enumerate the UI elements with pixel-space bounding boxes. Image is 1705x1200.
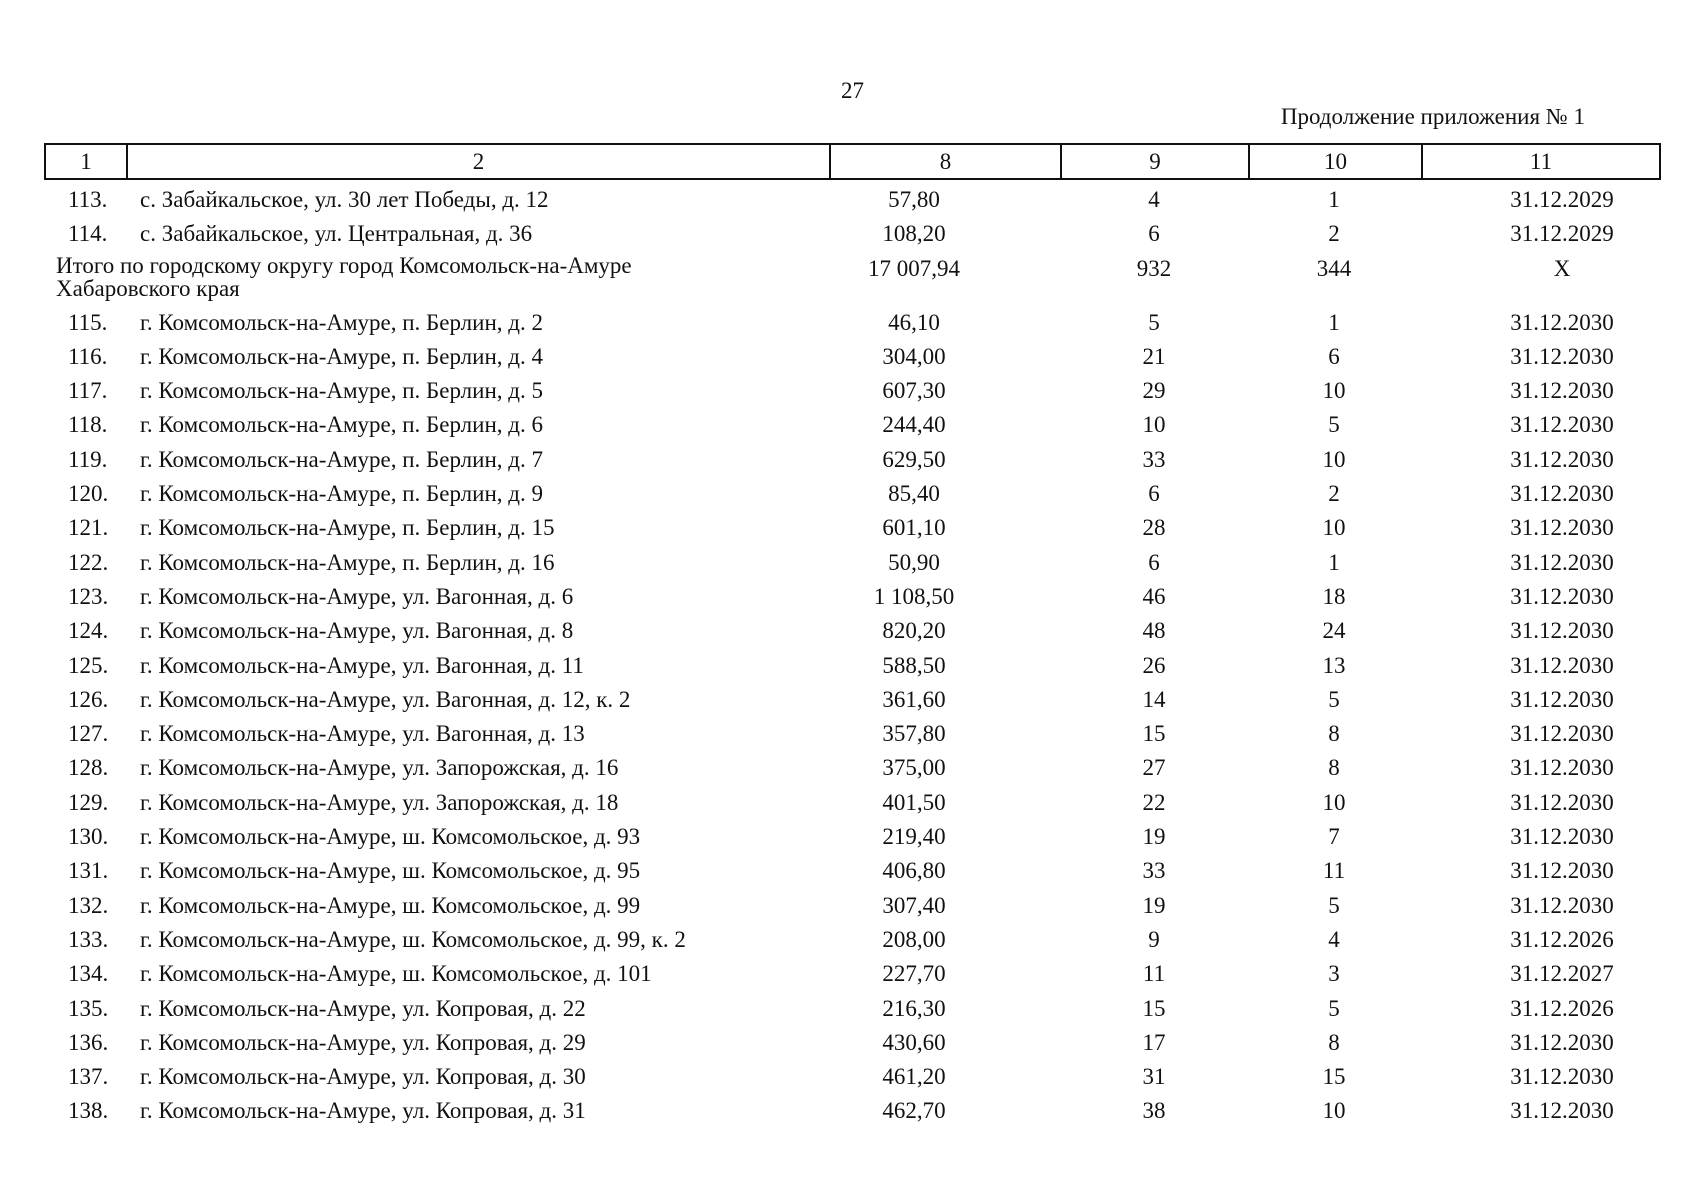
table-row xyxy=(44,683,1659,717)
table-row xyxy=(44,408,1659,442)
row-col-11: 31.12.2030 xyxy=(1510,618,1614,644)
row-col-8: 50,90 xyxy=(888,549,940,575)
row-col-11: 31.12.2030 xyxy=(1510,1064,1614,1090)
table-row xyxy=(44,183,1659,217)
row-col-11: 31.12.2030 xyxy=(1510,1029,1614,1055)
row-number: 137. xyxy=(68,1064,109,1090)
row-address: г. Комсомольск-на-Амуре, п. Берлин, д. 6 xyxy=(140,412,543,438)
row-number: 127. xyxy=(68,721,109,747)
row-col-10: 2 xyxy=(1328,481,1340,507)
row-col-10: 5 xyxy=(1328,686,1340,712)
row-col-11: 31.12.2030 xyxy=(1510,1098,1614,1124)
row-col-8: 430,60 xyxy=(882,1029,946,1055)
row-address: г. Комсомольск-на-Амуре, ш. Комсомольское, д. 99 xyxy=(140,892,641,918)
table-row xyxy=(44,1026,1659,1060)
total-col-8: 17 007,94 xyxy=(868,255,960,281)
row-col-9: 38 xyxy=(1142,1098,1166,1124)
row-col-8: 108,20 xyxy=(882,221,946,247)
row-col-9: 46 xyxy=(1142,583,1166,609)
row-col-9: 11 xyxy=(1142,961,1166,987)
row-col-8: 820,20 xyxy=(882,618,946,644)
row-address: г. Комсомольск-на-Амуре, ул. Вагонная, д. 13 xyxy=(140,721,585,747)
row-col-11: 31.12.2030 xyxy=(1510,515,1614,541)
table-body xyxy=(44,183,1659,1129)
table-row xyxy=(44,786,1659,820)
row-number: 134. xyxy=(68,961,109,987)
column-header-1: 1 xyxy=(45,144,127,179)
row-address: г. Комсомольск-на-Амуре, ул. Запорожская, д. 16 xyxy=(140,755,619,781)
row-col-11: 31.12.2030 xyxy=(1510,755,1614,781)
column-header-8: 8 xyxy=(830,144,1061,179)
row-col-10: 10 xyxy=(1322,789,1346,815)
table-row xyxy=(44,217,1659,251)
row-col-9: 6 xyxy=(1148,549,1160,575)
row-col-8: 304,00 xyxy=(882,343,946,369)
row-address: г. Комсомольск-на-Амуре, ул. Запорожская, д. 18 xyxy=(140,789,619,815)
row-col-8: 216,30 xyxy=(882,995,946,1021)
row-col-11: 31.12.2030 xyxy=(1510,652,1614,678)
row-col-8: 357,80 xyxy=(882,721,946,747)
row-number: 136. xyxy=(68,1029,109,1055)
row-col-11: 31.12.2030 xyxy=(1510,378,1614,404)
row-address: с. Забайкальское, ул. 30 лет Победы, д. 12 xyxy=(140,187,549,212)
row-address: г. Комсомольск-на-Амуре, ш. Комсомольское, д. 95 xyxy=(140,858,641,884)
row-col-9: 4 xyxy=(1148,187,1160,212)
row-number: 135. xyxy=(68,995,109,1021)
continuation-label: Продолжение приложения № 1 xyxy=(1280,104,1585,129)
row-col-10: 18 xyxy=(1322,583,1346,609)
row-col-10: 8 xyxy=(1328,1029,1340,1055)
row-col-10: 1 xyxy=(1328,309,1340,335)
row-address: г. Комсомольск-на-Амуре, п. Берлин, д. 5 xyxy=(140,378,543,404)
total-col-10: 344 xyxy=(1316,255,1352,281)
total-row xyxy=(44,252,1659,306)
row-address: г. Комсомольск-на-Амуре, ул. Копровая, д. 31 xyxy=(140,1098,586,1124)
row-col-8: 1 108,50 xyxy=(873,583,955,609)
row-col-8: 406,80 xyxy=(882,858,946,884)
column-header-9: 9 xyxy=(1061,144,1249,179)
row-col-8: 607,30 xyxy=(882,378,946,404)
row-col-9: 14 xyxy=(1142,686,1166,712)
row-col-10: 3 xyxy=(1328,961,1340,987)
row-col-8: 85,40 xyxy=(888,481,940,507)
row-col-10: 1 xyxy=(1328,187,1340,212)
row-address: г. Комсомольск-на-Амуре, п. Берлин, д. 9 xyxy=(140,481,543,507)
row-col-8: 46,10 xyxy=(888,309,940,335)
row-col-10: 11 xyxy=(1322,858,1346,884)
row-address: с. Забайкальское, ул. Центральная, д. 36 xyxy=(140,221,533,247)
row-col-10: 2 xyxy=(1328,221,1340,247)
row-col-8: 361,60 xyxy=(882,686,946,712)
row-address: г. Комсомольск-на-Амуре, ш. Комсомольское, д. 93 xyxy=(140,824,641,850)
row-col-11: 31.12.2030 xyxy=(1510,789,1614,815)
row-number: 123. xyxy=(68,583,109,609)
row-col-11: 31.12.2030 xyxy=(1510,686,1614,712)
row-address: г. Комсомольск-на-Амуре, ул. Вагонная, д. 12, к. 2 xyxy=(140,686,631,712)
row-col-10: 13 xyxy=(1322,652,1346,678)
row-col-8: 219,40 xyxy=(882,824,946,850)
row-number: 126. xyxy=(68,686,109,712)
row-col-10: 5 xyxy=(1328,892,1340,918)
total-col-11: X xyxy=(1553,255,1571,281)
row-number: 131. xyxy=(68,858,109,884)
row-col-11: 31.12.2026 xyxy=(1510,926,1614,952)
row-col-11: 31.12.2030 xyxy=(1510,412,1614,438)
row-col-9: 15 xyxy=(1142,721,1166,747)
row-number: 120. xyxy=(68,481,109,507)
row-address: г. Комсомольск-на-Амуре, ул. Копровая, д. 22 xyxy=(140,995,586,1021)
row-col-11: 31.12.2030 xyxy=(1510,481,1614,507)
total-col-9: 932 xyxy=(1136,255,1172,281)
row-col-10: 8 xyxy=(1328,721,1340,747)
row-number: 128. xyxy=(68,755,109,781)
table-row xyxy=(44,477,1659,511)
row-number: 129. xyxy=(68,789,109,815)
row-col-8: 208,00 xyxy=(882,926,946,952)
row-col-10: 4 xyxy=(1328,926,1340,952)
row-number: 116. xyxy=(68,343,108,369)
row-col-10: 10 xyxy=(1322,1098,1346,1124)
row-col-8: 375,00 xyxy=(882,755,946,781)
table-row xyxy=(44,546,1659,580)
table-row xyxy=(44,820,1659,854)
table-row xyxy=(44,751,1659,785)
row-address: г. Комсомольск-на-Амуре, п. Берлин, д. 15 xyxy=(140,515,555,541)
row-number: 114. xyxy=(68,221,108,247)
row-col-11: 31.12.2030 xyxy=(1510,824,1614,850)
row-col-11: 31.12.2030 xyxy=(1510,892,1614,918)
table-row xyxy=(44,649,1659,683)
row-number: 124. xyxy=(68,618,109,644)
row-number: 117. xyxy=(68,378,108,404)
row-number: 133. xyxy=(68,926,109,952)
row-col-9: 17 xyxy=(1142,1029,1166,1055)
row-col-11: 31.12.2030 xyxy=(1510,309,1614,335)
row-col-11: 31.12.2030 xyxy=(1510,721,1614,747)
row-number: 121. xyxy=(68,515,109,541)
row-col-10: 5 xyxy=(1328,995,1340,1021)
row-col-8: 227,70 xyxy=(882,961,946,987)
row-address: г. Комсомольск-на-Амуре, п. Берлин, д. 7 xyxy=(140,446,543,472)
row-col-11: 31.12.2030 xyxy=(1510,583,1614,609)
table-row xyxy=(44,957,1659,991)
row-number: 122. xyxy=(68,549,109,575)
row-col-10: 1 xyxy=(1328,549,1340,575)
row-address: г. Комсомольск-на-Амуре, ул. Вагонная, д. 11 xyxy=(140,652,584,678)
page-number: 27 xyxy=(841,78,864,103)
table-row xyxy=(44,580,1659,614)
row-number: 118. xyxy=(68,412,108,438)
row-col-11: 31.12.2026 xyxy=(1510,995,1614,1021)
row-number: 130. xyxy=(68,824,109,850)
row-col-9: 5 xyxy=(1148,309,1160,335)
row-col-9: 19 xyxy=(1142,892,1166,918)
row-col-10: 10 xyxy=(1322,515,1346,541)
row-address: г. Комсомольск-на-Амуре, ул. Копровая, д. 29 xyxy=(140,1029,586,1055)
row-col-10: 24 xyxy=(1322,618,1346,644)
row-number: 132. xyxy=(68,892,109,918)
row-col-11: 31.12.2029 xyxy=(1510,187,1614,212)
column-header-table xyxy=(44,143,1661,180)
row-col-9: 28 xyxy=(1142,515,1166,541)
row-col-8: 601,10 xyxy=(882,515,946,541)
row-col-8: 401,50 xyxy=(882,789,946,815)
row-col-9: 6 xyxy=(1148,221,1160,247)
table-row xyxy=(44,340,1659,374)
row-col-11: 31.12.2030 xyxy=(1510,549,1614,575)
row-col-11: 31.12.2030 xyxy=(1510,446,1614,472)
row-number: 125. xyxy=(68,652,109,678)
row-col-10: 15 xyxy=(1322,1064,1346,1090)
row-address: г. Комсомольск-на-Амуре, п. Берлин, д. 16 xyxy=(140,549,555,575)
table-row xyxy=(44,992,1659,1026)
row-address: г. Комсомольск-на-Амуре, ул. Вагонная, д. 8 xyxy=(140,618,574,644)
row-col-9: 22 xyxy=(1142,789,1166,815)
row-col-8: 244,40 xyxy=(882,412,946,438)
row-col-9: 10 xyxy=(1142,412,1166,438)
row-address: г. Комсомольск-на-Амуре, ш. Комсомольское, д. 101 xyxy=(140,961,652,987)
table-row xyxy=(44,511,1659,545)
row-col-9: 19 xyxy=(1142,824,1166,850)
table-row xyxy=(44,1060,1659,1094)
row-address: г. Комсомольск-на-Амуре, ш. Комсомольское, д. 99, к. 2 xyxy=(140,926,686,952)
row-col-9: 21 xyxy=(1142,343,1166,369)
row-col-10: 5 xyxy=(1328,412,1340,438)
row-col-10: 6 xyxy=(1328,343,1340,369)
column-header-11: 11 xyxy=(1422,144,1660,179)
row-number: 113. xyxy=(68,187,108,212)
row-col-9: 6 xyxy=(1148,481,1160,507)
table-row xyxy=(44,923,1659,957)
row-address: г. Комсомольск-на-Амуре, ул. Вагонная, д. 6 xyxy=(140,583,574,609)
row-col-10: 8 xyxy=(1328,755,1340,781)
row-number: 115. xyxy=(68,309,108,335)
row-col-8: 57,80 xyxy=(888,187,940,212)
row-col-9: 33 xyxy=(1142,858,1166,884)
table-row xyxy=(44,1094,1659,1128)
row-col-8: 461,20 xyxy=(882,1064,946,1090)
column-header-10: 10 xyxy=(1249,144,1422,179)
row-col-10: 7 xyxy=(1328,824,1340,850)
table-row xyxy=(44,717,1659,751)
table-row xyxy=(44,889,1659,923)
row-col-8: 462,70 xyxy=(882,1098,946,1124)
table-row xyxy=(44,614,1659,648)
row-col-9: 33 xyxy=(1142,446,1166,472)
row-col-8: 588,50 xyxy=(882,652,946,678)
row-col-10: 10 xyxy=(1322,378,1346,404)
row-col-8: 307,40 xyxy=(882,892,946,918)
row-col-11: 31.12.2030 xyxy=(1510,343,1614,369)
row-col-9: 15 xyxy=(1142,995,1166,1021)
row-col-9: 27 xyxy=(1142,755,1166,781)
column-header-2: 2 xyxy=(127,144,830,179)
row-col-9: 31 xyxy=(1142,1064,1166,1090)
table-row xyxy=(44,374,1659,408)
row-col-8: 629,50 xyxy=(882,446,946,472)
table-row xyxy=(44,443,1659,477)
row-number: 138. xyxy=(68,1098,109,1124)
row-col-11: 31.12.2029 xyxy=(1510,221,1614,247)
row-col-9: 26 xyxy=(1142,652,1166,678)
total-label: Итого по городскому округу город Комсомольск-на-Амуре Хабаровского края xyxy=(56,252,632,301)
row-col-9: 29 xyxy=(1142,378,1166,404)
row-col-9: 48 xyxy=(1142,618,1166,644)
row-col-11: 31.12.2027 xyxy=(1510,961,1614,987)
row-number: 119. xyxy=(68,446,108,472)
table-row xyxy=(44,854,1659,888)
row-col-9: 9 xyxy=(1148,926,1160,952)
row-col-11: 31.12.2030 xyxy=(1510,858,1614,884)
column-header-row xyxy=(45,144,1660,179)
row-address: г. Комсомольск-на-Амуре, п. Берлин, д. 4 xyxy=(140,343,543,369)
row-address: г. Комсомольск-на-Амуре, ул. Копровая, д. 30 xyxy=(140,1064,586,1090)
row-col-10: 10 xyxy=(1322,446,1346,472)
table-row xyxy=(44,306,1659,340)
row-address: г. Комсомольск-на-Амуре, п. Берлин, д. 2 xyxy=(140,309,543,335)
